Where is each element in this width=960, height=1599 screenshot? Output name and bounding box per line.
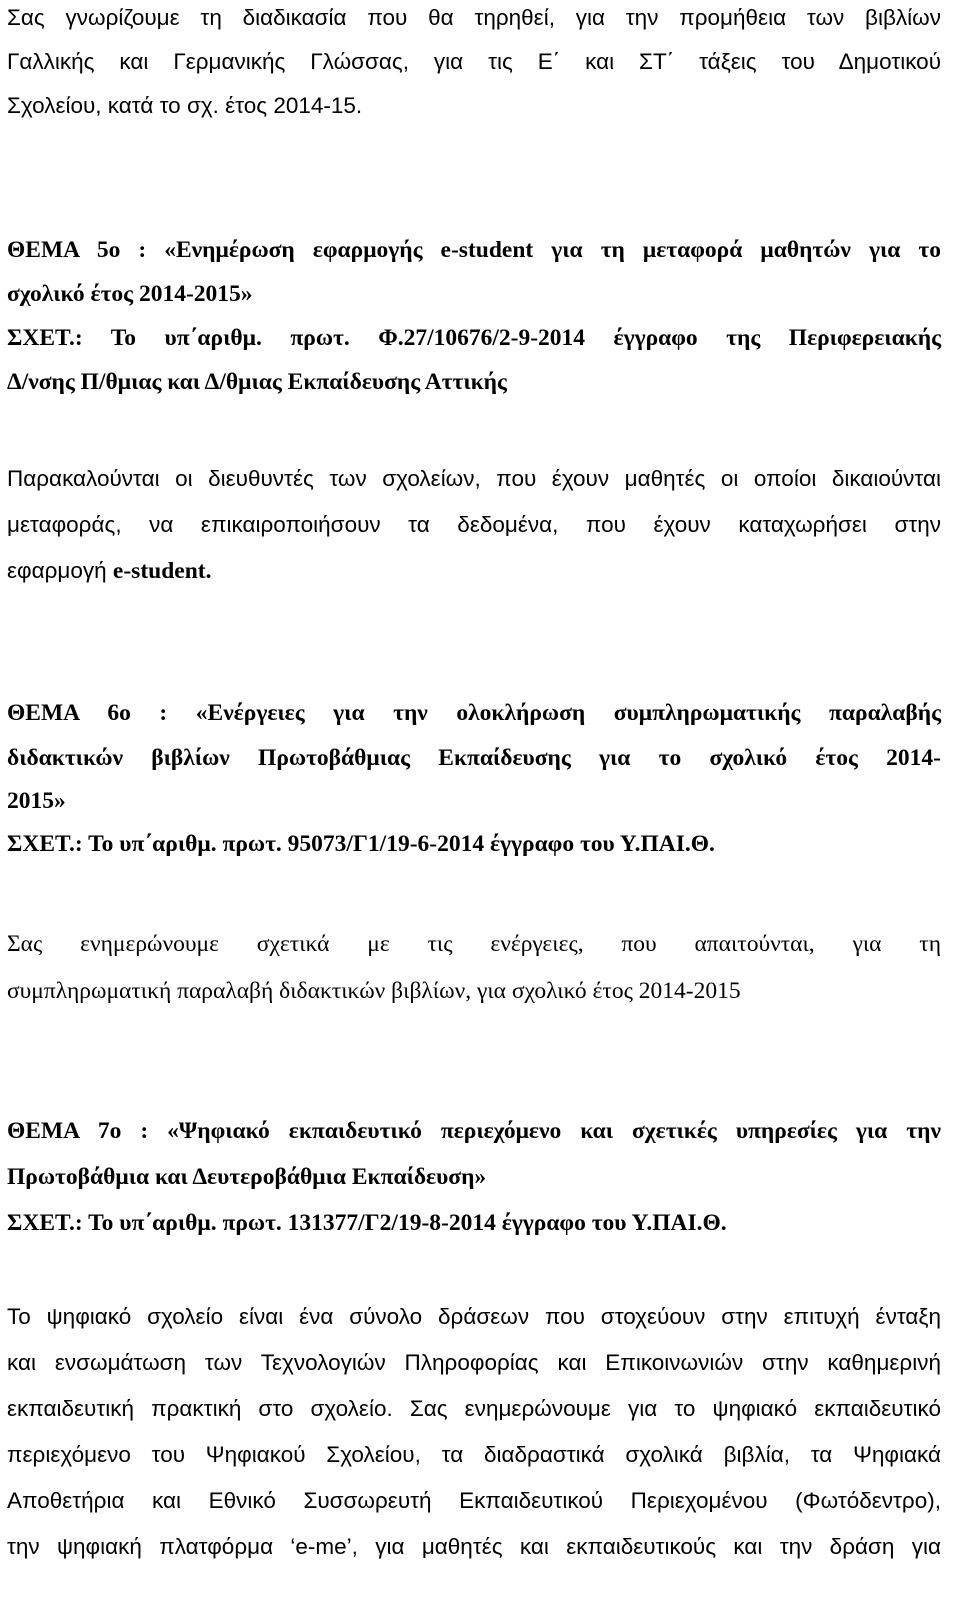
topic5-body-line-3-text: εφαρμογή bbox=[7, 558, 113, 583]
topic7-body-line-4: περιεχόμενο του Ψηφιακού Σχολείου, τα διαδραστικά σχολικά βιβλία, τα Ψηφιακά bbox=[7, 1442, 941, 1467]
topic7-body-line-1: Το ψηφιακό σχολείο είναι ένα σύνολο δράσεων που στοχεύουν στην επιτυχή ένταξη bbox=[7, 1304, 941, 1329]
topic7-title-line-1: ΘΕΜΑ 7ο : «Ψηφιακό εκπαιδευτικό περιεχόμενο και σχετικές υπηρεσίες για την bbox=[7, 1118, 941, 1144]
topic7-body-line-3: εκπαιδευτική πρακτική στο σχολείο. Σας ενημερώνουμε για το ψηφιακό εκπαιδευτικό bbox=[7, 1396, 941, 1421]
topic7-body-line-2: και ενσωμάτωση των Τεχνολογιών Πληροφορίας και Επικοινωνιών στην καθημερινή bbox=[7, 1350, 941, 1375]
topic7-reference: ΣΧΕΤ.: Το υπ΄αριθμ. πρωτ. 131377/Γ2/19-8-2014 έγγραφο του Υ.ΠΑΙ.Θ. bbox=[7, 1210, 727, 1236]
topic7-body-line-5: Αποθετήρια και Εθνικό Συσσωρευτή Εκπαιδευτικού Περιεχομένου (Φωτόδεντρο), bbox=[7, 1488, 941, 1513]
topic6-title-line-1: ΘΕΜΑ 6ο : «Ενέργειες για την ολοκλήρωση συμπληρωματικής παραλαβής bbox=[7, 700, 941, 726]
intro-line-1: Σας γνωρίζουμε τη διαδικασία που θα τηρηθεί, για την προμήθεια των βιβλίων bbox=[7, 5, 941, 30]
topic5-reference-line-1: ΣΧΕΤ.: Το υπ΄αριθμ. πρωτ. Φ.27/10676/2-9-2014 έγγραφο της Περιφερειακής bbox=[7, 325, 941, 351]
intro-line-3: Σχολείου, κατά το σχ. έτος 2014-15. bbox=[7, 93, 363, 118]
topic7-body-line-6: την ψηφιακή πλατφόρμα ‘e-me’, για μαθητές και εκπαιδευτικούς και την δράση για bbox=[7, 1534, 941, 1559]
topic6-title-line-3: 2015» bbox=[7, 788, 66, 814]
topic5-title-line-2: σχολικό έτος 2014-2015» bbox=[7, 281, 253, 307]
topic6-reference: ΣΧΕΤ.: Το υπ΄αριθμ. πρωτ. 95073/Γ1/19-6-2014 έγγραφο του Υ.ΠΑΙ.Θ. bbox=[7, 831, 715, 857]
intro-line-2: Γαλλικής και Γερμανικής Γλώσσας, για τις Ε΄ και ΣΤ΄ τάξεις του Δημοτικού bbox=[7, 49, 941, 74]
topic5-body-line-2: μεταφοράς, να επικαιροποιήσουν τα δεδομένα, που έχουν καταχωρήσει στην bbox=[7, 512, 941, 537]
e-student-label: e-student. bbox=[112, 558, 212, 584]
topic5-title-line-1: ΘΕΜΑ 5ο : «Ενημέρωση εφαρμογής e-student για τη μεταφορά μαθητών για το bbox=[7, 237, 941, 263]
topic6-title-line-2: διδακτικών βιβλίων Πρωτοβάθμιας Εκπαίδευσης για το σχολικό έτος 2014- bbox=[7, 745, 941, 771]
topic7-title-line-2: Πρωτοβάθμια και Δευτεροβάθμια Εκπαίδευση» bbox=[7, 1164, 487, 1190]
topic5-reference-line-2: Δ/νσης Π/θμιας και Δ/θμιας Εκπαίδευσης Αττικής bbox=[7, 369, 507, 395]
topic5-body-line-3 bbox=[7, 556, 941, 586]
topic6-body-line-2: συμπληρωματική παραλαβή διδακτικών βιβλίων, για σχολικό έτος 2014-2015 bbox=[7, 978, 741, 1004]
topic6-body-line-1: Σας ενημερώνουμε σχετικά με τις ενέργειες, που απαιτούνται, για τη bbox=[7, 931, 941, 957]
topic5-body-line-1: Παρακαλούνται οι διευθυντές των σχολείων, που έχουν μαθητές οι οποίοι δικαιούνται bbox=[7, 466, 941, 491]
